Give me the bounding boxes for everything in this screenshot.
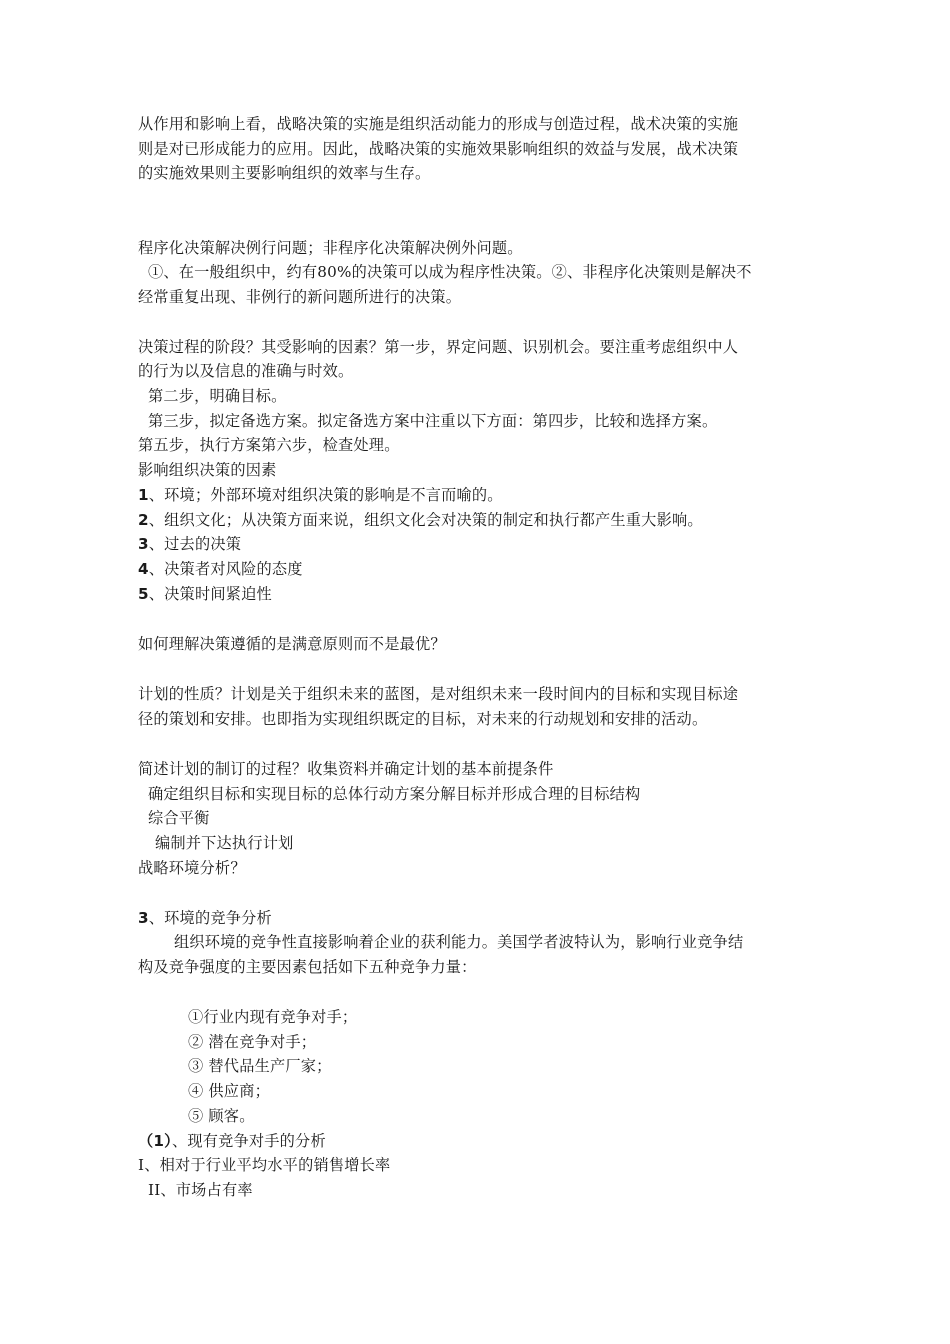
- list-number: 2: [138, 511, 149, 529]
- sub-heading: [138, 1129, 818, 1154]
- text-line: 计划的性质？计划是关于组织未来的蓝图，是对组织未来一段时间内的目标和实现目标途: [138, 685, 739, 703]
- list-item: [138, 532, 818, 557]
- list-text: 、决策者对风险的态度: [148, 560, 303, 578]
- force-item: ② 潜在竞争对手；: [188, 1033, 317, 1051]
- text-line: 战略环境分析？: [138, 859, 246, 877]
- list-text: 、过去的决策: [148, 535, 242, 553]
- text-line: 的实施效果则主要影响组织的效率与生存。: [138, 164, 431, 182]
- list-item: [138, 582, 818, 607]
- force-item: ⑤ 顾客。: [188, 1107, 255, 1125]
- force-item: ④ 供应商；: [188, 1082, 270, 1100]
- text-line: 经常重复出现、非例行的新问题所进行的决策。: [138, 288, 462, 306]
- text-line: I、相对于行业平均水平的销售增长率: [138, 1156, 391, 1174]
- text-line: 的行为以及信息的准确与时效。: [138, 362, 354, 380]
- text-line: 则是对已形成能力的应用。因此，战略决策的实施效果影响组织的效益与发展，战术决策: [138, 140, 739, 158]
- text-line: 综合平衡: [148, 809, 210, 827]
- text-line: 编制并下达执行计划: [155, 834, 294, 852]
- text-line: 第二步，明确目标。: [148, 387, 287, 405]
- list-text: 、决策时间紧迫性: [148, 585, 272, 603]
- text-line: 第五步，执行方案第六步，检查处理。: [138, 436, 400, 454]
- text-line: 如何理解决策遵循的是满意原则而不是最优？: [138, 635, 446, 653]
- force-item: ③ 替代品生产厂家；: [188, 1057, 332, 1075]
- text-line: 决策过程的阶段？其受影响的因素？第一步，界定问题、识别机会。要注重考虑组织中人: [138, 338, 739, 356]
- text-line: 程序化决策解决例行问题；非程序化决策解决例外问题。: [138, 239, 523, 257]
- list-text: 、组织文化；从决策方面来说，组织文化会对决策的制定和执行都产生重大影响。: [148, 511, 703, 529]
- text-line: 组织环境的竞争性直接影响着企业的获利能力。美国学者波特认为，影响行业竞争结: [174, 933, 744, 951]
- list-number: 3: [138, 535, 149, 553]
- text-line: 从作用和影响上看，战略决策的实施是组织活动能力的形成与创造过程，战术决策的实施: [138, 115, 739, 133]
- list-item: [138, 483, 818, 508]
- section-heading: [138, 906, 818, 931]
- text-line: 第三步，拟定备选方案。拟定备选方案中注重以下方面：第四步，比较和选择方案。: [148, 412, 718, 430]
- text-line: 影响组织决策的因素: [138, 461, 277, 479]
- list-item: [138, 557, 818, 582]
- list-number: 1: [138, 486, 149, 504]
- text-line: 简述计划的制订的过程？收集资料并确定计划的基本前提条件: [138, 760, 554, 778]
- section-number: 3: [138, 909, 149, 927]
- text-line: 径的策划和安排。也即指为实现组织既定的目标，对未来的行动规划和安排的活动。: [138, 710, 708, 728]
- text-line: II、市场占有率: [148, 1181, 253, 1199]
- sub-heading-number: （1）: [138, 1132, 172, 1150]
- force-item: ①行业内现有竞争对手；: [188, 1008, 358, 1026]
- text-line: ①、在一般组织中，约有80%的决策可以成为程序性决策。②、非程序化决策则是解决不: [148, 263, 752, 281]
- list-text: 、环境；外部环境对组织决策的影响是不言而喻的。: [148, 486, 503, 504]
- text-line: 构及竞争强度的主要因素包括如下五种竞争力量：: [138, 958, 477, 976]
- list-number: 4: [138, 560, 149, 578]
- sub-heading-title: 、现有竞争对手的分析: [171, 1132, 326, 1150]
- list-number: 5: [138, 585, 149, 603]
- text-line: 确定组织目标和实现目标的总体行动方案分解目标并形成合理的目标结构: [148, 785, 641, 803]
- section-title: 、环境的竞争分析: [148, 909, 272, 927]
- list-item: [138, 508, 818, 533]
